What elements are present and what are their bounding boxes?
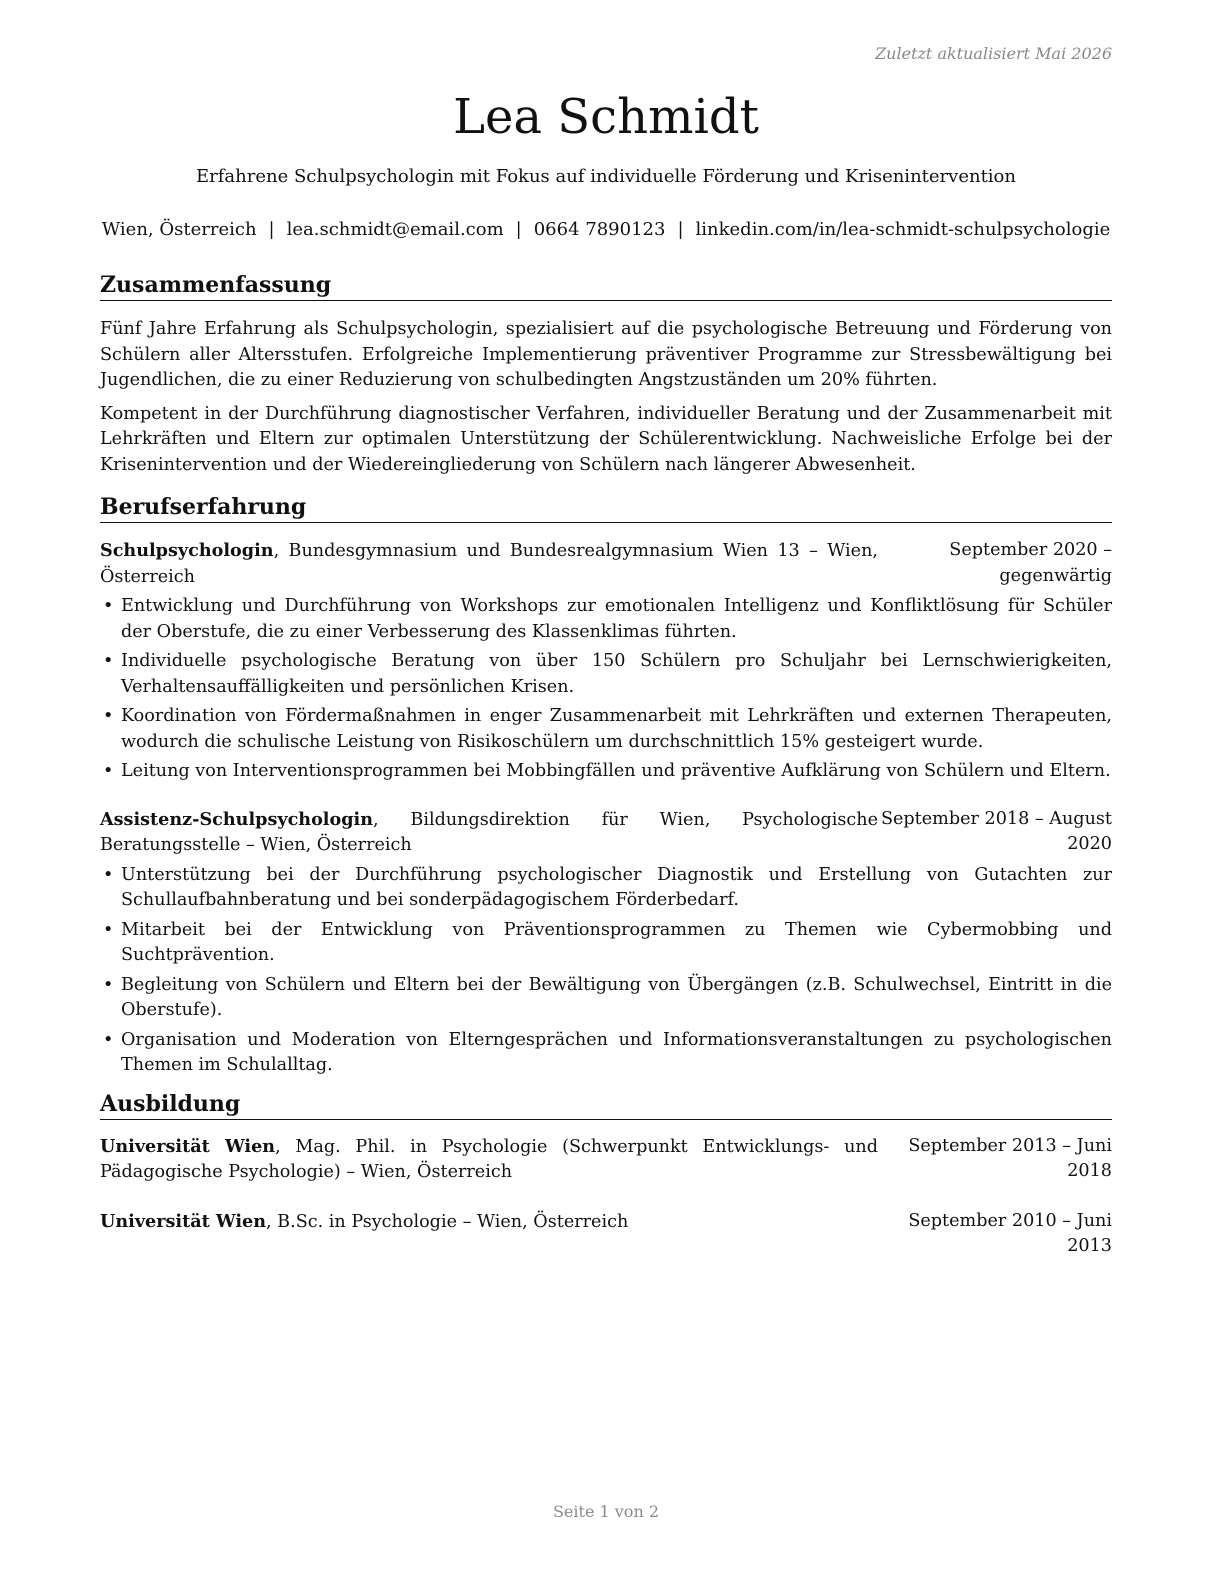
last-updated: Zuletzt aktualisiert Mai 2026 — [875, 44, 1112, 63]
job-dates: September 2018 – August 2020 — [880, 808, 1112, 854]
list-item: • Unterstützung bei der Durchführung psychologischer Diagnostik und Erstellung von Gutachten zur Schullaufbahnberatung und bei sonderpädagogischem Förderbedarf. — [100, 863, 1112, 914]
education-details: , Mag. Phil. in Psychologie (Schwerpunkt Entwicklungs- und Pädagogische Psychologie) – Wien, Österreich — [100, 1136, 878, 1182]
job-bullets — [100, 863, 1112, 1079]
summary-paragraph: Kompetent in der Durchführung diagnostischer Verfahren, individueller Beratung und der Zusammenarbeit mit Lehrkräften und Eltern zur optimalen Unterstützung der Schülerentwicklung. Nachweisliche Erfolge bei der Krisenintervention und der Wiedereingliederung von Schülern nach längerer Abwesenheit. — [100, 403, 1112, 475]
page-number: Seite 1 von 2 — [552, 1502, 660, 1521]
list-item: • Organisation und Moderation von Elterngesprächen und Informationsveranstaltungen zu psychologischen Themen im Schulalltag. — [100, 1028, 1112, 1079]
education-dates: September 2013 – Juni 2018 — [908, 1135, 1112, 1181]
list-item: • Koordination von Fördermaßnahmen in enger Zusammenarbeit mit Lehrkräften und externen Therapeuten, wodurch die schulische Leistung von Risikoschülern um durchschnittlich 15% gesteigert wurde. — [100, 704, 1112, 755]
list-item: • Entwicklung und Durchführung von Workshops zur emotionalen Intelligenz und Konfliktlösung für Schüler der Oberstufe, die zu einer Verbesserung des Klassenklimas führten. — [100, 594, 1112, 645]
contact-separator: | — [515, 219, 522, 240]
education-dates: September 2010 – Juni 2013 — [908, 1210, 1112, 1256]
job-details: , Bildungsdirektion für Wien, Psychologische Beratungsstelle – Wien, Österreich — [100, 809, 878, 855]
education-entry — [100, 1209, 1112, 1260]
candidate-name: Lea Schmidt — [453, 89, 759, 145]
contact-separator: | — [677, 219, 684, 240]
job-details: , Bundesgymnasium und Bundesrealgymnasium Wien 13 – Wien, Österreich — [100, 541, 878, 587]
job-role: Schulpsychologin — [100, 540, 274, 561]
job-heading — [100, 538, 878, 590]
job-heading — [100, 807, 878, 859]
education-details: , B.Sc. in Psychologie – Wien, Österreich — [266, 1211, 629, 1232]
summary-section — [100, 270, 1112, 478]
list-item: • Individuelle psychologische Beratung von über 150 Schülern pro Schuljahr bei Lernschwierigkeiten, Verhaltensauffälligkeiten und persönlichen Krisen. — [100, 649, 1112, 700]
education-heading — [100, 1134, 878, 1186]
list-item: • Mitarbeit bei der Entwicklung von Präventionsprogrammen zu Themen wie Cybermobbing und Suchtprävention. — [100, 918, 1112, 969]
experience-section — [100, 492, 1112, 1079]
section-title-education: Ausbildung — [100, 1089, 1112, 1120]
job-entry — [100, 807, 1112, 1079]
education-entry — [100, 1134, 1112, 1186]
contact-line — [100, 219, 1112, 240]
education-school: Universität Wien — [100, 1210, 266, 1232]
job-entry — [100, 538, 1112, 785]
education-heading — [100, 1209, 878, 1236]
resume-page — [100, 0, 1112, 1584]
section-title-experience: Berufserfahrung — [100, 492, 1112, 523]
contact-separator: | — [268, 219, 275, 240]
list-item: • Begleitung von Schülern und Eltern bei der Bewältigung von Übergängen (z.B. Schulwechsel, Eintritt in die Oberstufe). — [100, 973, 1112, 1024]
contact-linkedin[interactable]: linkedin.com/in/lea-schmidt-schulpsychologie — [695, 219, 1111, 240]
list-item: • Leitung von Interventionsprogrammen bei Mobbingfällen und präventive Aufklärung von Schülern und Eltern. — [100, 759, 1112, 785]
contact-phone[interactable]: 0664 7890123 — [533, 219, 666, 240]
education-section — [100, 1089, 1112, 1260]
contact-email[interactable]: lea.schmidt@email.com — [286, 219, 504, 240]
section-title-summary: Zusammenfassung — [100, 270, 1112, 301]
contact-location: Wien, Österreich — [101, 219, 257, 240]
job-bullets — [100, 594, 1112, 785]
education-school: Universität Wien — [100, 1135, 276, 1157]
tagline: Erfahrene Schulpsychologin mit Fokus auf individuelle Förderung und Krisenintervention — [196, 166, 1016, 187]
resume-content — [100, 270, 1112, 1260]
summary-paragraph: Fünf Jahre Erfahrung als Schulpsychologin, spezialisiert auf die psychologische Betreuung und Förderung von Schülern aller Altersstufen. Erfolgreiche Implementierung präventiver Programme zur Stressbewältigung bei Jugendlichen, die zu einer Reduzierung von schulbedingten Angstzuständen um 20% führten. — [100, 319, 1112, 390]
job-role: Assistenz-Schulpsychologin — [100, 808, 374, 830]
job-dates: September 2020 – gegenwärtig — [949, 540, 1112, 586]
